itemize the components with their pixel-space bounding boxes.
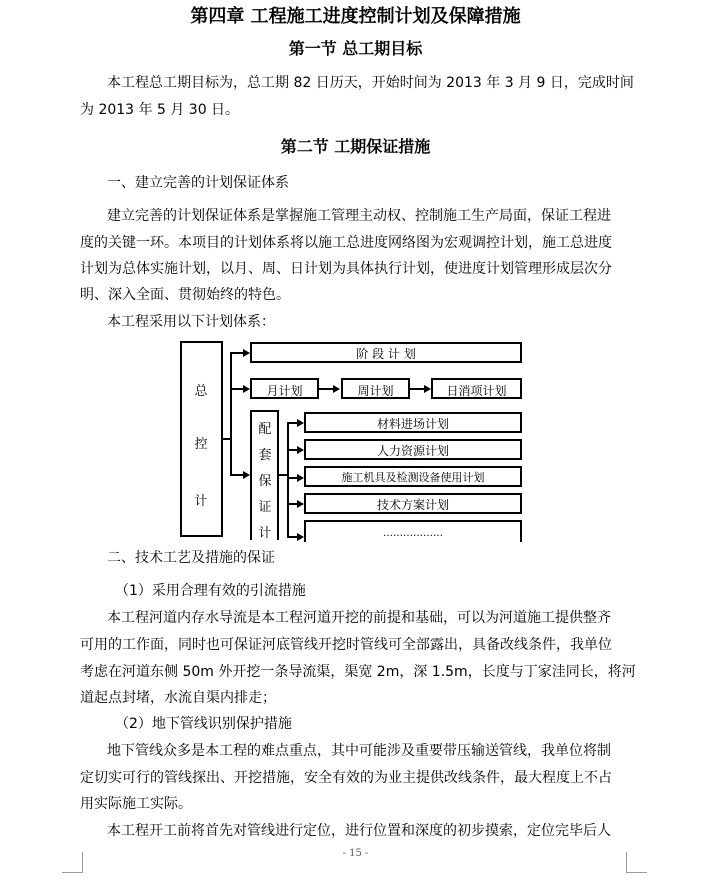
para1-line4: 明、深入全面、贯彻始终的特色。 bbox=[80, 287, 290, 303]
support-char-5: 计 bbox=[258, 526, 272, 541]
para3-line1: 本工程河道内存水导流是本工程河道开挖的前提和基础，可以为河道施工提供整齐 bbox=[107, 610, 611, 626]
support-char-2: 套 bbox=[258, 448, 272, 463]
labor-plan-label: 人力资源计划 bbox=[376, 444, 449, 458]
support-char-3: 保 bbox=[258, 474, 272, 489]
total-char-1: 总 bbox=[194, 384, 208, 399]
page-number: - 15 - bbox=[342, 848, 369, 859]
day-plan-label: 日消项计划 bbox=[446, 384, 507, 398]
section1-line2: 为 2013 年 5 月 30 日。 bbox=[80, 102, 240, 118]
month-plan-label: 月计划 bbox=[266, 384, 303, 398]
section2-title: 第二节 工期保证措施 bbox=[280, 137, 431, 156]
para3-line2: 可用的工作面，同时也可保证河底管线开挖时管线可全部露出，具备改线条件，我单位 bbox=[80, 637, 612, 653]
subheading-1: 一、建立完善的计划保证体系 bbox=[107, 175, 289, 191]
para5: 本工程开工前将首先对管线进行定位，进行位置和深度的初步摸索，定位完毕后人 bbox=[107, 823, 611, 839]
item2-heading: （2）地下管线识别保护措施 bbox=[115, 716, 292, 732]
subheading-2: 二、技术工艺及措施的保证 bbox=[107, 550, 275, 566]
total-char-2: 控 bbox=[194, 437, 208, 452]
support-char-4: 证 bbox=[258, 500, 272, 515]
para4-line1: 地下管线众多是本工程的难点重点，其中可能涉及重要带压输送管线，我单位将制 bbox=[107, 743, 611, 759]
para1-line1: 建立完善的计划保证体系是掌握施工管理主动权、控制施工生产局面，保证工程进 bbox=[107, 208, 611, 224]
tech-plan-label: 技术方案计划 bbox=[376, 498, 449, 512]
para3-line4: 道起点封堵，水流自渠内排走； bbox=[80, 690, 276, 706]
total-char-3: 计 bbox=[194, 494, 208, 509]
section1-title: 第一节 总工期目标 bbox=[288, 39, 423, 58]
machine-plan-label: 施工机具及检测设备使用计划 bbox=[341, 471, 485, 484]
para1-line3: 计划为总体实施计划，以月、周、日计划为具体执行计划，使进度计划管理形成层次分 bbox=[80, 261, 612, 277]
support-char-1: 配 bbox=[258, 422, 272, 437]
para3-line3: 考虑在河道东侧 50m 外开挖一条导流渠，渠宽 2m，深 1.5m，长度与丁家洼同长，将河 bbox=[80, 664, 636, 680]
stage-plan-label: 阶 段 计 划 bbox=[356, 347, 416, 361]
para1-line2: 度的关键一环。本项目的计划体系将以施工总进度网络图为宏观调控计划，施工总进度 bbox=[80, 235, 612, 251]
etc-plan-label: ……………… bbox=[383, 528, 443, 539]
section1-line1: 本工程总工期目标为，总工期 82 日历天，开始时间为 2013 年 3 月 9 日，完成时间 bbox=[107, 75, 634, 91]
week-plan-label: 周计划 bbox=[357, 384, 394, 398]
material-plan-label: 材料进场计划 bbox=[376, 417, 449, 431]
para4-line3: 用实际施工实际。 bbox=[80, 796, 192, 812]
para4-line2: 定切实可行的管线探出、开挖措施，安全有效的为业主提供改线条件，最大程度上不占 bbox=[80, 770, 612, 786]
chapter-title: 第四章 工程施工进度控制计划及保障措施 bbox=[190, 6, 521, 27]
para2: 本工程采用以下计划体系： bbox=[107, 314, 275, 330]
item1-heading: （1）采用合理有效的引流措施 bbox=[115, 583, 306, 599]
